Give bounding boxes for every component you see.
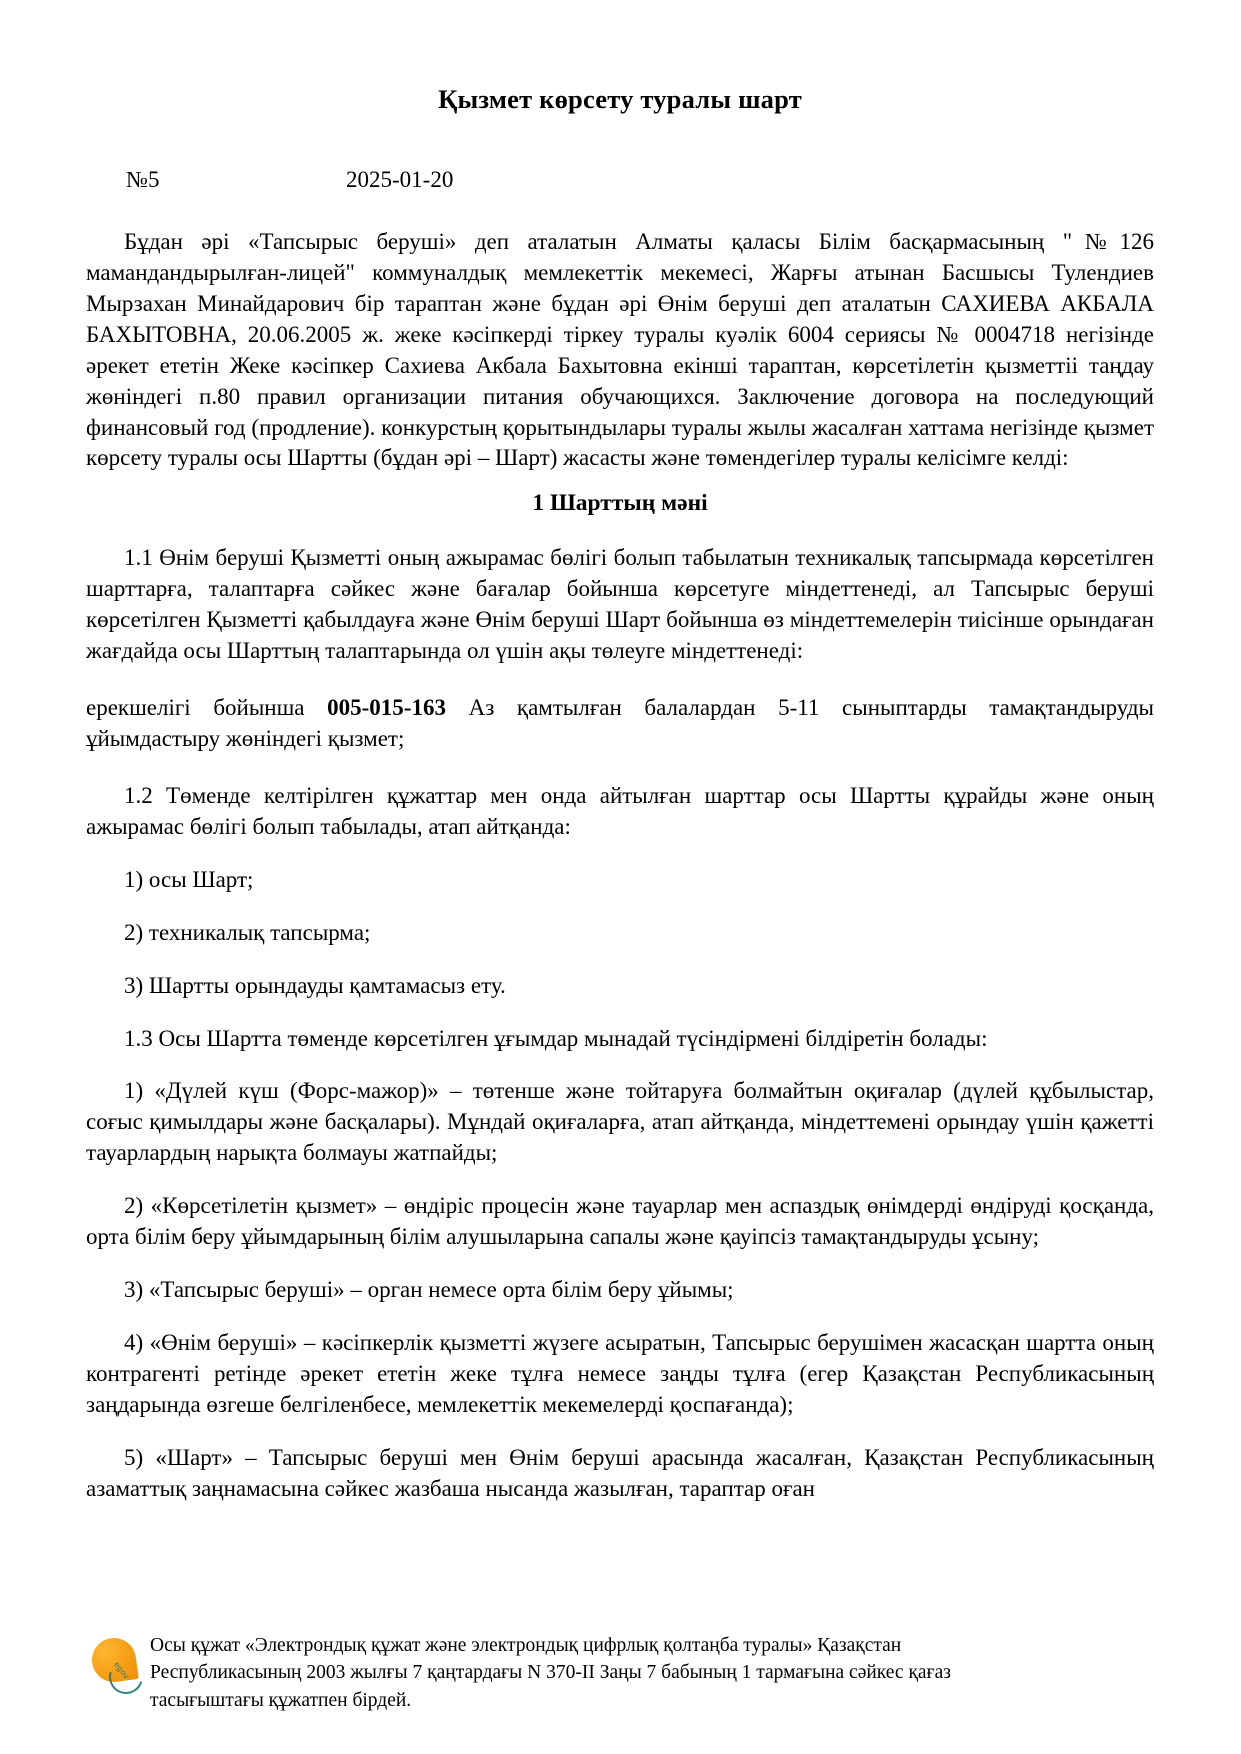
logo-mark-text: egov xyxy=(112,1660,132,1681)
definition-3-customer: 3) «Тапсырыс беруші» – орган немесе орта білім беру ұйымы; xyxy=(124,1277,734,1303)
egov-logo-icon xyxy=(86,1634,144,1696)
clause-1-1: 1.1 Өнім беруші Қызметті оның ажырамас бөлігі болып табылатын техникалық тапсырмада көрсетілген шарттарға, талаптарға сәйкес және бағалар бойынша көрсетуге міндеттенеді, ал Тапсырыс беруші көрсетілген Қызметті қабылдауға және Өнім беруші Шарт бойынша өз міндеттемелерін тиісінше орындаған жағдайда осы Шарттың талаптарында ол үшін ақы төлеуге міндеттенеді: xyxy=(86,545,1154,664)
electronic-document-footer xyxy=(86,1632,1096,1714)
contract-date: 2025-01-20 xyxy=(346,167,454,192)
definition-4-supplier: 4) «Өнім беруші» – кәсіпкерлік қызметті жүзеге асыратын, Тапсырыс берушімен жасасқан шартта оның контрагенті ретінде әрекет ететін жеке тұлға немесе заңды тұлға (егер Қазақстан Республикасының заңдарында өзгеше белгіленбесе, мемлекеттік мекемелерді қоспағанда); xyxy=(86,1329,1154,1417)
definition-1-force-majeure: 1) «Дүлей күш (Форс-мажор)» – төтенше және тойтаруға болмайтын оқиғалар (дүлей құбылыстар, соғыс қимылдары және басқалары). Мұндай оқиғаларға, атап айтқанда, міндеттемені орындау үшін қажетті тауарлардың нарықта болмауы жатпайды; xyxy=(86,1078,1154,1166)
service-line-suffix: Аз қамтылған балалардан 5-11 сыныптарды тамақтандыруды ұйымдастыру жөніндегі қызмет; xyxy=(86,695,1154,751)
service-description-line xyxy=(86,693,1154,755)
list-item-2: 2) техникалық тапсырма; xyxy=(124,919,371,945)
definition-5-contract: 5) «Шарт» – Тапсырыс беруші мен Өнім беруші арасында жасалған, Қазақстан Республикасының азаматтық заңнамасына сәйкес жазбаша нысанда жазылған, тараптар оған xyxy=(86,1444,1154,1501)
service-line-prefix: ерекшелігі бойынша xyxy=(86,695,328,721)
contract-number: №5 xyxy=(126,167,160,192)
clause-1-3: 1.3 Осы Шартта төменде көрсетілген ұғымдар мынадай түсіндірмені білдіретін болады: xyxy=(124,1025,988,1051)
section-heading-1: 1 Шарттың мәні xyxy=(532,490,708,517)
definition-2-service: 2) «Көрсетілетін қызмет» – өндіріс процесін және тауарлар мен аспаздық өнімдерді өндіруді қосқанда, орта білім беру ұйымдарының білім алушыларына сапалы және қауіпсіз тамақтандыруды ұсыну; xyxy=(86,1193,1154,1250)
service-code: 005-015-163 xyxy=(327,695,446,721)
preamble-paragraph: Бұдан әрі «Тапсырыс беруші» деп аталатын Алматы қаласы Білім басқармасының "№126 мамандандырылған-лицей" коммуналдық мемлекеттік мекемесі, Жарғы атынан Басшысы Тулендиев Мырзахан Минайдарович бір тараптан және бұдан әрі Өнім беруші деп аталатын САХИЕВА АКБАЛА БАХЫТОВНА, 20.06.2005 ж. жеке кәсіпкерді тіркеу туралы куәлік 6004 сериясы № 0004718 негізінде әрекет ететін Жеке кәсіпкер Сахиева Акбала Бахытовна екінші тараптан, көрсетілетін қызметтіі таңдау жөніндегі п.80 правил организации питания обучающихся. Заключение договора на последующий финансовый год (продление). конкурстың қорытындылары туралы жылы жасалған хаттама негізінде қызмет көрсету туралы осы Шартты (бұдан әрі – Шарт) жасасты және төмендегілер туралы келісімге келді: xyxy=(86,229,1154,471)
document-body xyxy=(86,0,1154,1505)
edoc-notice-line-2: Республикасының 2003 жылғы 7 қаңтардағы N 370-II Заңы 7 бабының 1 тармағына сәйкес қағаз xyxy=(150,1662,951,1684)
list-item-1: 1) осы Шарт; xyxy=(124,866,254,892)
page-title: Қызмет көрсету туралы шарт xyxy=(438,84,802,114)
clause-1-2: 1.2 Төменде келтірілген құжаттар мен онда айтылған шарттар осы Шартты құрайды және оның ажырамас бөлігі болып табылады, атап айтқанда: xyxy=(86,782,1154,839)
edoc-notice-line-1: Осы құжат «Электрондық құжат және электрондық цифрлық қолтаңба туралы» Қазақстан xyxy=(150,1635,902,1656)
list-item-3: 3) Шартты орындауды қамтамасыз ету. xyxy=(124,972,506,998)
contract-meta-row xyxy=(86,167,1154,197)
edoc-notice-line-3: тасығыштағы құжатпен бірдей. xyxy=(150,1689,412,1711)
edoc-legal-notice xyxy=(144,1632,1096,1714)
